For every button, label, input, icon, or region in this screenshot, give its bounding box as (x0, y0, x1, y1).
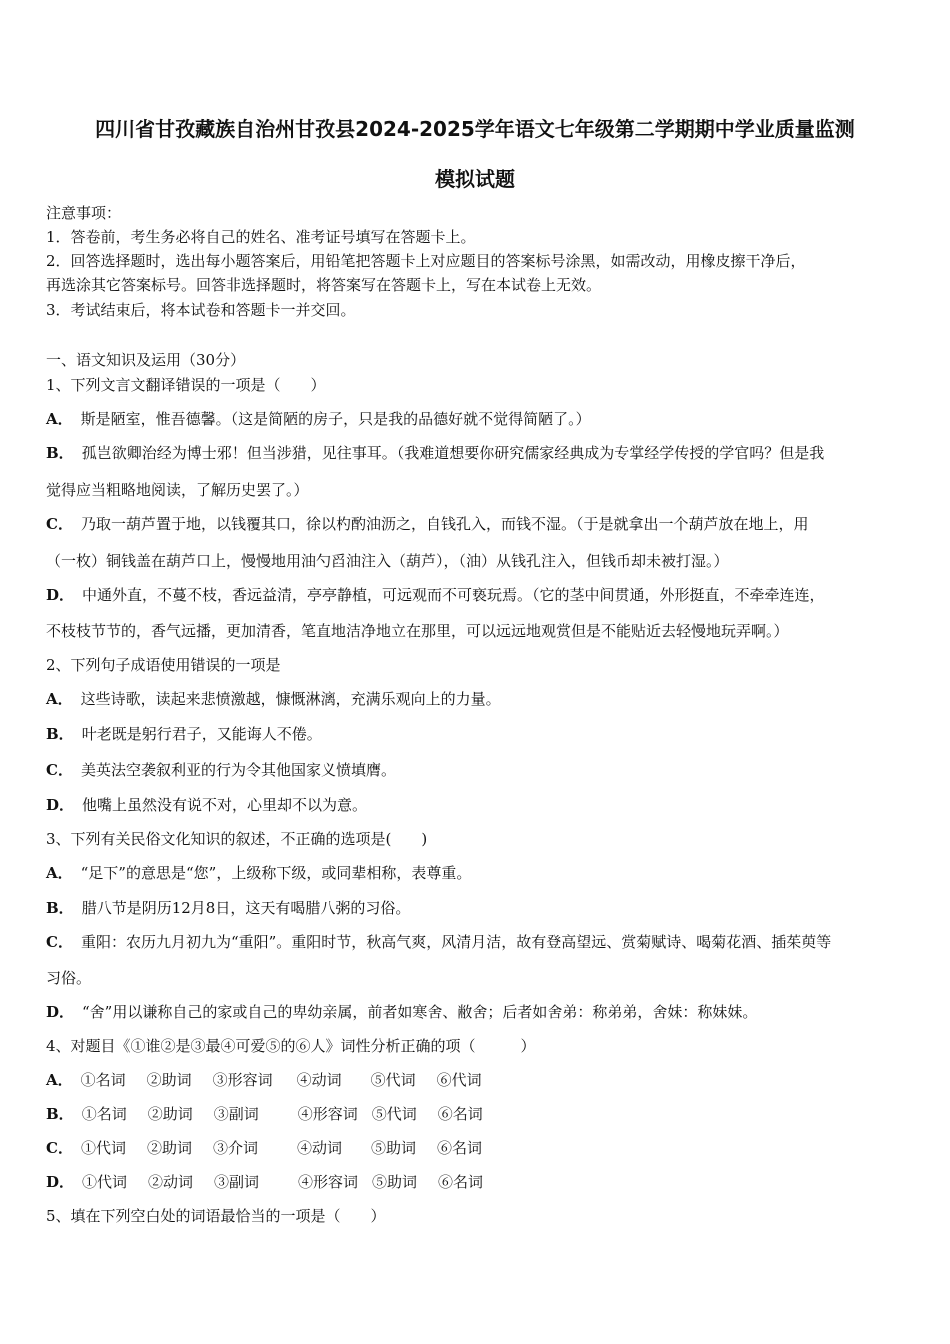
option-b (46, 443, 916, 463)
option-text: “足下”的意思是“您”，上级称下级，或同辈相称，表尊重。 (80, 864, 472, 882)
notice-heading: 注意事项： (46, 204, 122, 222)
option-label: D． (46, 586, 75, 604)
option-text: “舍”用以谦称自己的家或自己的卑幼亲属，前者如寒舍、敝舍；后者如舍弟：称弟弟，舍妹：称妹妹。 (82, 1003, 758, 1021)
document-title-line1: 四川省甘孜藏族自治州甘孜县2024-2025学年语文七年级第二学期期中学业质量监测 (95, 117, 855, 141)
option-word: ⑥名词 (436, 1139, 482, 1157)
option-text: 孤岂欲卿治经为博士邪！但当涉猎，见往事耳。（我难道想要你研究儒家经典成为专掌经学传授的学官吗？但是我 (81, 444, 825, 462)
option-label: B． (46, 899, 74, 917)
option-d (46, 795, 916, 815)
question-stem: 2、下列句子成语使用错误的一项是 (46, 656, 281, 674)
option-label: C． (46, 761, 73, 779)
option-label: B． (46, 725, 74, 743)
option-text: 斯是陋室，惟吾德馨。（这是简陋的房子，只是我的品德好就不觉得简陋了。） (80, 410, 591, 428)
option-word: ①名词 (80, 1071, 126, 1089)
option-c (46, 514, 916, 534)
option-b (46, 1104, 916, 1124)
option-c (46, 932, 916, 952)
option-word: ⑤代词 (371, 1105, 417, 1123)
option-word: ③形容词 (212, 1071, 273, 1089)
option-c-continued: 习俗。 (46, 969, 92, 987)
option-text: 腊八节是阴历12月8日，这天有喝腊八粥的习俗。 (81, 899, 411, 917)
option-word: ①代词 (80, 1139, 126, 1157)
option-d (46, 585, 916, 605)
option-word: ②助词 (146, 1071, 192, 1089)
option-label: A． (46, 690, 73, 708)
option-word: ④形容词 (298, 1173, 359, 1191)
option-a (46, 689, 916, 709)
option-word: ⑤助词 (370, 1139, 416, 1157)
option-d (46, 1002, 916, 1022)
option-label: A． (46, 410, 73, 428)
notice-item-2b: 再选涂其它答案标号。回答非选择题时，将答案写在答题卡上，写在本试卷上无效。 (46, 276, 602, 294)
option-label: A． (46, 1071, 73, 1089)
option-text: 重阳：农历九月初九为“重阳”。重阳时节，秋高气爽，风清月洁，故有登高望远、赏菊赋诗、喝菊花酒、插茱萸等 (80, 933, 832, 951)
option-word: ③副词 (213, 1105, 259, 1123)
option-word: ⑥名词 (438, 1173, 484, 1191)
option-word: ①代词 (82, 1173, 128, 1191)
option-text: 乃取一葫芦置于地，以钱覆其口，徐以杓酌油沥之，自钱孔入，而钱不湿。（于是就拿出一个葫芦放在地上，用 (80, 515, 809, 533)
option-label: B． (46, 1105, 74, 1123)
option-word: ②动词 (148, 1173, 194, 1191)
option-text: 这些诗歌，读起来悲愤激越，慷慨淋漓，充满乐观向上的力量。 (80, 690, 501, 708)
option-a (46, 863, 916, 883)
question-stem: 4、对题目《①谁②是③最④可爱⑤的⑥人》词性分析正确的项（ ） (46, 1037, 536, 1055)
option-label: C． (46, 933, 73, 951)
option-word: ⑥名词 (437, 1105, 483, 1123)
option-text: 他嘴上虽然没有说不对，心里却不以为意。 (82, 796, 368, 814)
option-c (46, 1138, 916, 1158)
option-a (46, 1070, 916, 1090)
option-c-continued: （一枚）铜钱盖在葫芦口上，慢慢地用油勺舀油注入（葫芦），（油）从钱孔注入，但钱币却未被打湿。） (46, 552, 729, 570)
option-label: A． (46, 864, 73, 882)
option-label: D． (46, 1003, 75, 1021)
option-b-continued: 觉得应当粗略地阅读，了解历史罢了。） (46, 481, 309, 499)
option-a (46, 409, 916, 429)
option-word: ③副词 (214, 1173, 260, 1191)
option-b (46, 724, 916, 744)
document-title-line2: 模拟试题 (435, 167, 515, 191)
option-d-continued: 不枝枝节节的，香气远播，更加清香，笔直地洁净地立在那里，可以远远地观赏但是不能贴近去轻慢地玩弄啊。） (46, 622, 789, 640)
notice-item-3: 3．考试结束后，将本试卷和答题卡一并交回。 (46, 301, 356, 319)
option-text: 美英法空袭叙利亚的行为令其他国家义愤填膺。 (80, 761, 396, 779)
notice-item-1: 1．答卷前，考生务必将自己的姓名、准考证号填写在答题卡上。 (46, 228, 476, 246)
option-word: ②助词 (146, 1139, 192, 1157)
option-d (46, 1172, 916, 1192)
option-b (46, 898, 916, 918)
option-word: ⑥代词 (436, 1071, 482, 1089)
section-heading: 一、语文知识及运用（30分） (46, 351, 246, 369)
option-word: ⑤助词 (372, 1173, 418, 1191)
option-word: ①名词 (81, 1105, 127, 1123)
option-word: ④动词 (296, 1071, 342, 1089)
question-stem: 1、下列文言文翻译错误的一项是（ ） (46, 376, 326, 394)
option-word: ③介词 (212, 1139, 258, 1157)
option-label: D． (46, 796, 75, 814)
option-text: 中通外直，不蔓不枝，香远益清，亭亭静植，可远观而不可亵玩焉。（它的茎中间贯通，外形挺直，不牵牵连连， (82, 586, 825, 604)
option-label: C． (46, 1139, 73, 1157)
option-text: 叶老既是躬行君子，又能诲人不倦。 (81, 725, 322, 743)
option-word: ④动词 (296, 1139, 342, 1157)
option-label: D． (46, 1173, 75, 1191)
question-stem: 3、下列有关民俗文化知识的叙述，不正确的选项是( ) (46, 830, 428, 848)
option-c (46, 760, 916, 780)
option-word: ⑤代词 (370, 1071, 416, 1089)
option-label: B． (46, 444, 74, 462)
question-stem: 5、填在下列空白处的词语最恰当的一项是（ ） (46, 1207, 386, 1225)
option-word: ②助词 (147, 1105, 193, 1123)
notice-item-2a: 2．回答选择题时，选出每小题答案后，用铅笔把答题卡上对应题目的答案标号涂黑，如需改动，用橡皮擦干净后， (46, 252, 806, 270)
option-word: ④形容词 (297, 1105, 358, 1123)
option-label: C． (46, 515, 73, 533)
